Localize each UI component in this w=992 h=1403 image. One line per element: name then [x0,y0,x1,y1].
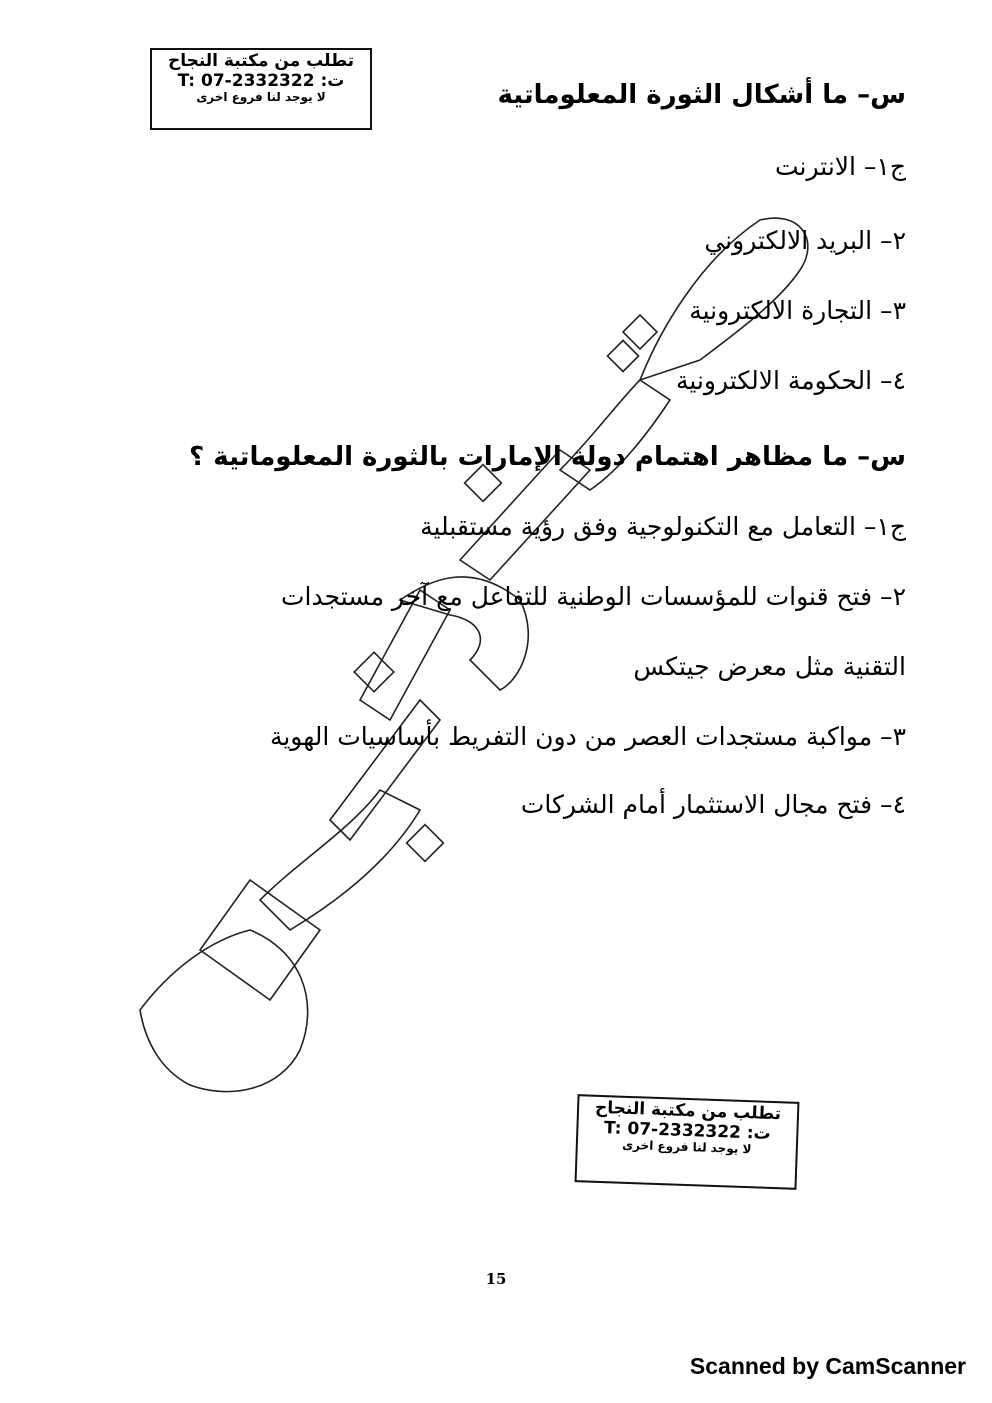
watermark-stroke [200,880,320,1000]
answer-2-4: ٤– فتح مجال الاستثمار أمام الشركات [520,790,906,819]
answer-2-2-continued: التقنية مثل معرض جيتكس [633,652,906,681]
answer-1-3: ٣– التجارة الالكترونية [689,296,906,325]
watermark-diamond [407,825,444,862]
stamp-title: تطلب من مكتبة النجاح [594,1097,782,1125]
stamp-note: لا يوجد لنا فروع اخرى [196,90,326,105]
watermark-diamond [607,340,638,371]
library-stamp-top [150,48,372,130]
watermark-diamond [354,652,394,692]
answer-1-4: ٤– الحكومة الالكترونية [676,366,906,395]
watermark-stroke [560,380,670,490]
library-stamp-bottom [575,1094,800,1190]
watermark-stroke [260,790,420,930]
stamp-note: لا يوجد لنا فروع اخرى [621,1137,752,1157]
scanner-watermark-text: Scanned by CamScanner [689,1353,966,1379]
question-2: س– ما مظاهر اهتمام دولة الإمارات بالثورة المعلوماتية ؟ [189,442,906,472]
stamp-phone: ت: T: 07-2332322 [603,1117,772,1144]
page-number: 15 [485,1270,507,1288]
stamp-title: تطلب من مكتبة النجاح [167,51,355,71]
watermark-stroke [330,700,440,840]
answer-2-1: ج١– التعامل مع التكنولوجية وفق رؤية مستقبلية [420,512,906,541]
answer-2-2: ٢– فتح قنوات للمؤسسات الوطنية للتفاعل مع آخر مستجدات [281,582,906,611]
question-1: س– ما أشكال الثورة المعلوماتية [497,80,906,110]
answer-1-1: ج١– الانترنت [774,152,906,181]
answer-2-3: ٣– مواكبة مستجدات العصر من دون التفريط بأساسيات الهوية [269,722,906,751]
answer-1-2: ٢– البريد الالكتروني [704,226,906,255]
stamp-phone: ت: T: 07-2332322 [177,70,345,91]
watermark-stroke [140,930,308,1092]
watermark-diamond [623,315,657,349]
